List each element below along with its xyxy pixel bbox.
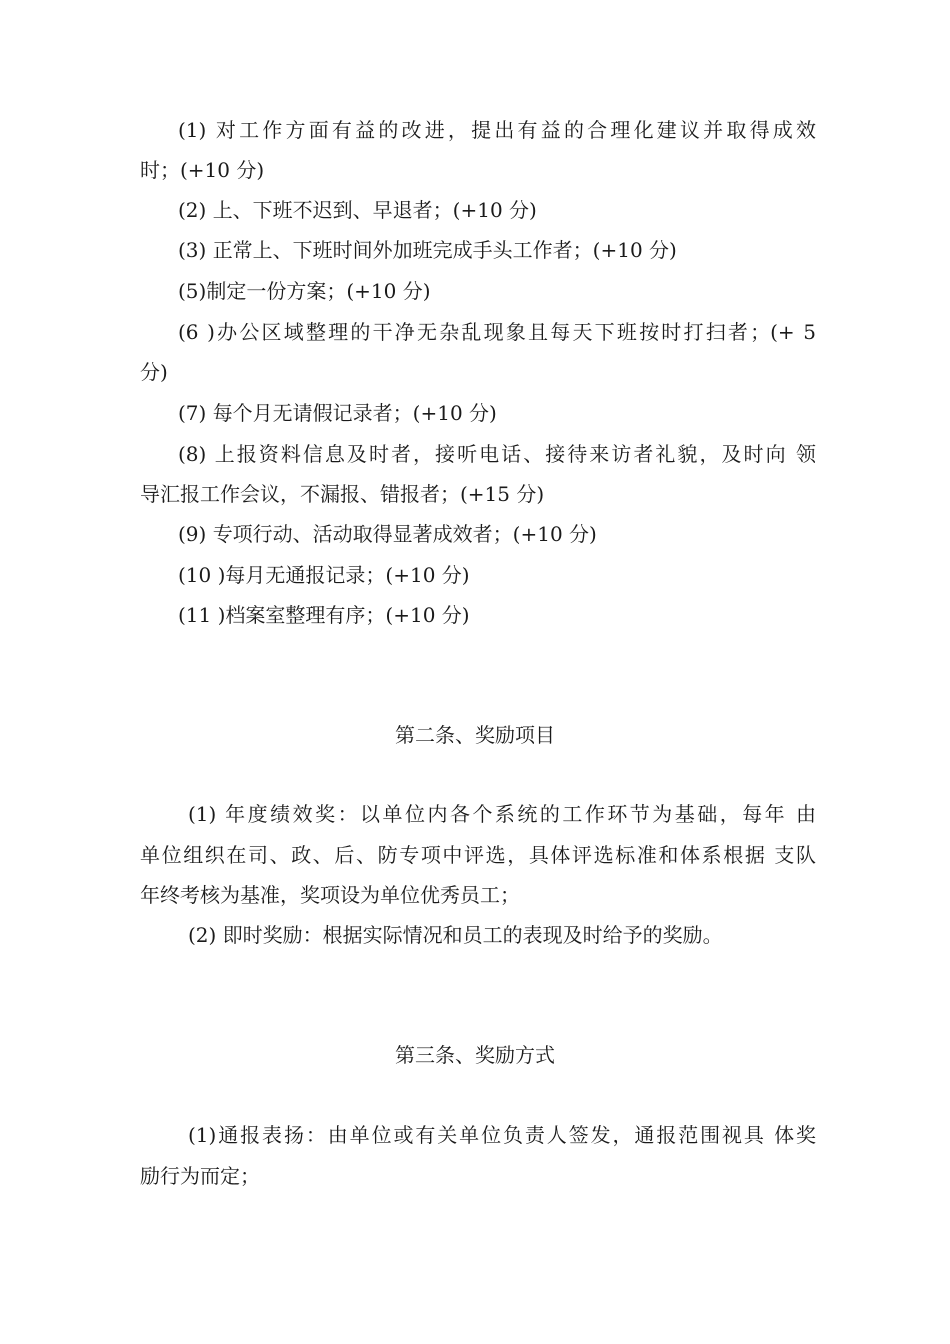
article-3-title: 第三条、奖励方式 <box>395 1043 555 1067</box>
article-2-title: 第二条、奖励项目 <box>395 723 555 747</box>
article-2-item-2: (2) 即时奖励：根据实际情况和员工的表现及时给予的奖励。 <box>188 923 723 947</box>
article-3-item-1-line-1: (1)通报表扬：由单位或有关单位负责人签发，通报范围视具 体奖 <box>188 1123 816 1147</box>
article-2-item-1-line-2: 单位组织在司、政、后、防专项中评选，具体评选标准和体系根据 支队 <box>140 843 816 867</box>
scoring-item-1-line-1: (1) 对工作方面有益的改进，提出有益的合理化建议并取得成效 <box>178 118 816 142</box>
article-3-item-1-line-2: 励行为而定； <box>140 1164 260 1188</box>
scoring-item-2: (2) 上、下班不迟到、早退者；(+10 分) <box>178 198 537 222</box>
scoring-item-8-line-2: 导汇报工作会议，不漏报、错报者；(+15 分) <box>140 482 545 506</box>
scoring-item-6-line-1: (6 )办公区域整理的干净无杂乱现象且每天下班按时打扫者；(+ 5 <box>178 320 816 344</box>
scoring-item-11: (11 )档案室整理有序；(+10 分) <box>178 603 470 627</box>
scoring-item-1-line-2: 时；(+10 分) <box>140 158 265 182</box>
article-2-item-1-line-1: (1) 年度绩效奖：以单位内各个系统的工作环节为基础，每年 由 <box>188 802 816 826</box>
scoring-item-6-line-2: 分) <box>140 360 168 384</box>
article-2-item-1-line-3: 年终考核为基准，奖项设为单位优秀员工； <box>140 883 520 907</box>
scoring-item-5: (5)制定一份方案；(+10 分) <box>178 279 431 303</box>
scoring-item-3: (3) 正常上、下班时间外加班完成手头工作者；(+10 分) <box>178 238 677 262</box>
scoring-item-7: (7) 每个月无请假记录者；(+10 分) <box>178 401 497 425</box>
scoring-item-10: (10 )每月无通报记录；(+10 分) <box>178 563 470 587</box>
scoring-item-8-line-1: (8) 上报资料信息及时者，接听电话、接待来访者礼貌，及时向 领 <box>178 442 816 466</box>
scoring-item-9: (9) 专项行动、活动取得显著成效者；(+10 分) <box>178 522 597 546</box>
